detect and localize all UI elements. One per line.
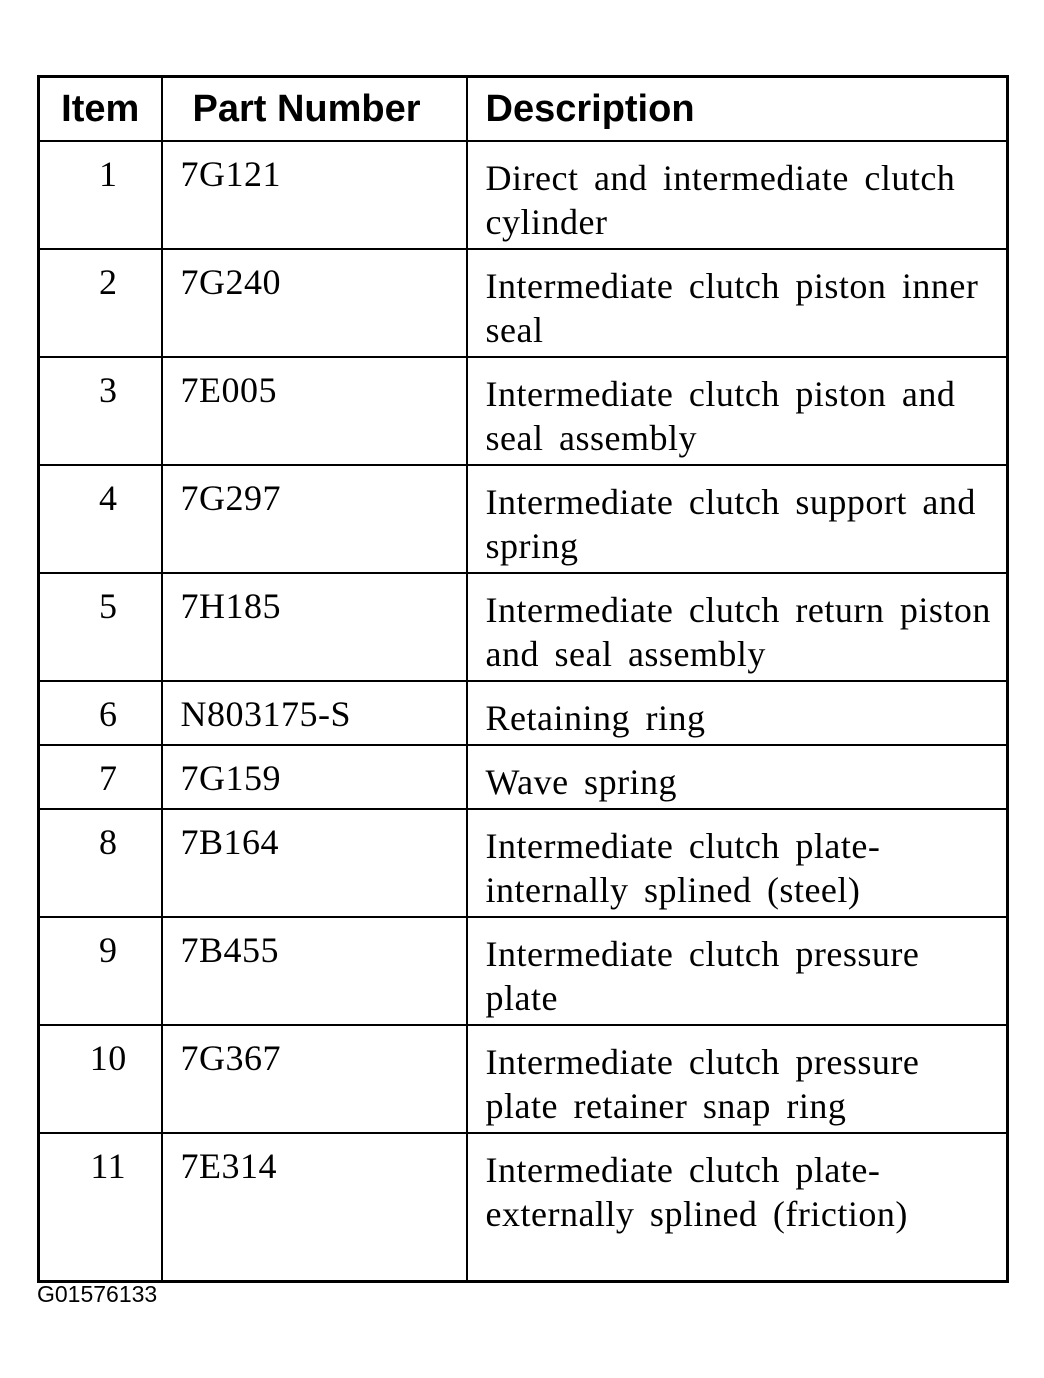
header-description: Description bbox=[467, 77, 1008, 142]
part-number: N803175-S bbox=[162, 681, 467, 745]
table-row bbox=[39, 573, 1008, 681]
table-row bbox=[39, 141, 1008, 249]
table-row bbox=[39, 1133, 1008, 1281]
table-row bbox=[39, 249, 1008, 357]
part-description: Direct and intermediate clutch cylinder bbox=[467, 141, 1008, 249]
table-row bbox=[39, 917, 1008, 1025]
part-description: Intermediate clutch pressure plate bbox=[467, 917, 1008, 1025]
header-item: Item bbox=[39, 77, 162, 142]
item-number: 4 bbox=[39, 465, 162, 573]
part-number: 7G297 bbox=[162, 465, 467, 573]
part-number: 7G240 bbox=[162, 249, 467, 357]
header-row bbox=[39, 77, 1008, 142]
table-row bbox=[39, 809, 1008, 917]
part-description: Intermediate clutch piston inner seal bbox=[467, 249, 1008, 357]
part-number: 7E314 bbox=[162, 1133, 467, 1281]
part-number: 7B455 bbox=[162, 917, 467, 1025]
part-number: 7B164 bbox=[162, 809, 467, 917]
part-number: 7G367 bbox=[162, 1025, 467, 1133]
part-number: 7E005 bbox=[162, 357, 467, 465]
item-number: 6 bbox=[39, 681, 162, 745]
item-number: 3 bbox=[39, 357, 162, 465]
item-number: 8 bbox=[39, 809, 162, 917]
item-number: 11 bbox=[39, 1133, 162, 1281]
table-row bbox=[39, 1025, 1008, 1133]
parts-table bbox=[37, 75, 1009, 1283]
part-description: Wave spring bbox=[467, 745, 1008, 809]
part-description: Intermediate clutch plate-internally splined (steel) bbox=[467, 809, 1008, 917]
part-description: Retaining ring bbox=[467, 681, 1008, 745]
table-row bbox=[39, 357, 1008, 465]
part-number: 7G121 bbox=[162, 141, 467, 249]
table-row bbox=[39, 745, 1008, 809]
figure-id: G01576133 bbox=[37, 1281, 158, 1307]
item-number: 2 bbox=[39, 249, 162, 357]
part-description: Intermediate clutch plate-externally splined (friction) bbox=[467, 1133, 1008, 1281]
table-row bbox=[39, 465, 1008, 573]
table-row bbox=[39, 681, 1008, 745]
part-description: Intermediate clutch return piston and seal assembly bbox=[467, 573, 1008, 681]
header-part-number: Part Number bbox=[162, 77, 467, 142]
item-number: 10 bbox=[39, 1025, 162, 1133]
item-number: 7 bbox=[39, 745, 162, 809]
part-description: Intermediate clutch pressure plate retainer snap ring bbox=[467, 1025, 1008, 1133]
part-number: 7H185 bbox=[162, 573, 467, 681]
part-number: 7G159 bbox=[162, 745, 467, 809]
item-number: 1 bbox=[39, 141, 162, 249]
item-number: 5 bbox=[39, 573, 162, 681]
part-description: Intermediate clutch support and spring bbox=[467, 465, 1008, 573]
part-description: Intermediate clutch piston and seal assembly bbox=[467, 357, 1008, 465]
item-number: 9 bbox=[39, 917, 162, 1025]
